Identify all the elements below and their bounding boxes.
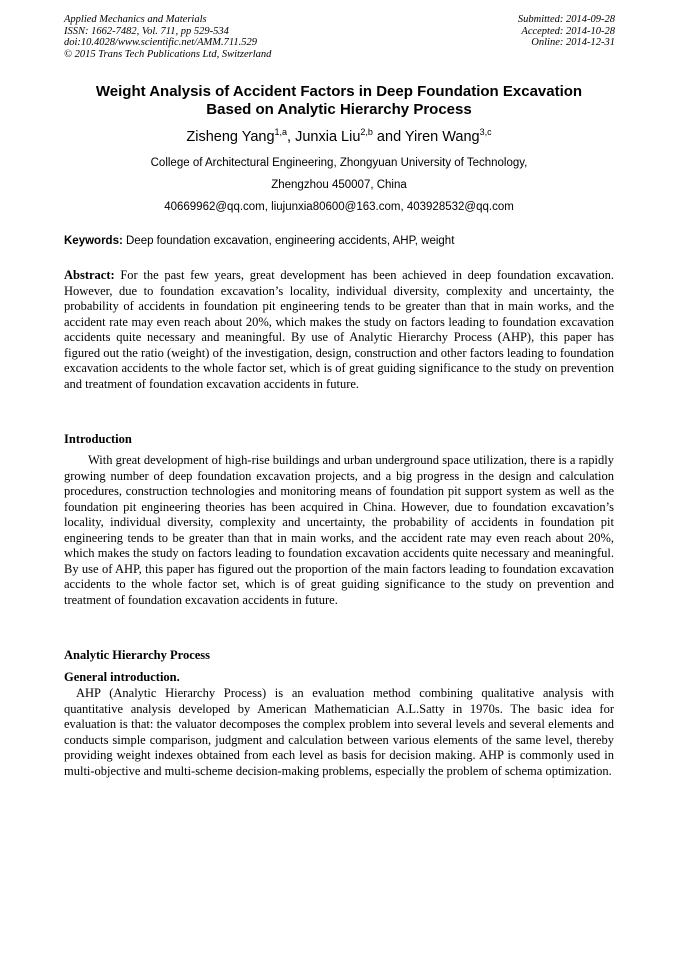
author-name: Zisheng Yang xyxy=(186,129,275,145)
keywords-text: Deep foundation excavation, engineering accidents, AHP, weight xyxy=(122,235,455,247)
author-name: Junxia Liu xyxy=(295,129,361,145)
author-affiliation-mark: 2,b xyxy=(360,127,373,137)
abstract-text: For the past few years, great development has been achieved in deep foundation excavation. However, due to foundation excavation’s locality, individual diversity, complexity and uncertainty, the probability of accidents in foundation pit engineering tends to be greater than that in main works, and the accident rate may even reach about 20%, which makes the study on factors leading to foundation excavation accidents quite necessary and meaningful. By use of Analytic Hierarchy Process (AHP), this paper has figured out the ratio (weight) of the investigation, design, construction and other factors leading to foundation excavation accidents to the whole factor set, which is of great guiding significance to the study on prevention and treatment of foundation excavation accidents in future. xyxy=(64,268,614,391)
paper-title xyxy=(64,83,614,119)
author-affiliation-mark: 1,a xyxy=(274,127,288,137)
author-separator: , xyxy=(287,129,296,145)
submitted-date: Submitted: 2014-09-28 xyxy=(517,14,615,25)
general-introduction-subheading: General introduction. xyxy=(64,670,180,684)
accepted-date: Accepted: 2014-10-28 xyxy=(521,25,615,37)
author-emails[interactable]: 40669962@qq.com, liujunxia80600@163.com, 403928532@qq.com xyxy=(164,201,514,213)
keywords-label: Keywords: xyxy=(64,235,123,247)
author-affiliation-mark: 3,c xyxy=(479,127,492,137)
publication-info xyxy=(64,14,364,60)
abstract-label: Abstract: xyxy=(64,268,115,282)
affiliation-line-1: College of Architectural Engineering, Zhongyuan University of Technology, xyxy=(150,157,528,169)
online-date: Online: 2014-12-31 xyxy=(531,37,615,48)
author-list xyxy=(64,128,614,146)
title-line-2: Based on Analytic Hierarchy Process xyxy=(206,101,472,118)
doi-link[interactable]: doi:10.4028/www.scientific.net/AMM.711.529 xyxy=(64,37,257,48)
author-separator: and xyxy=(372,129,405,145)
abstract-paragraph xyxy=(64,268,614,392)
title-line-1: Weight Analysis of Accident Factors in Deep Foundation Excavation xyxy=(95,83,583,100)
issn-info: ISSN: 1662-7482, Vol. 711, pp 529-534 xyxy=(64,25,229,37)
introduction-paragraph: With great development of high-rise buildings and urban underground space utilization, there is a rapidly growing number of deep foundation excavation projects, and a big progress in the design and calculation procedures, construction technologies and monitoring means of foundation pit support system as well as the foundation pit engineering theories has been acquired in China. However, due to foundation excavation’s locality, individual diversity, complexity and uncertainty, the probability of accidents in foundation pit engineering tends to be greater than that in main works, and the accident rate may even reach about 20%, which makes the study on factors leading to foundation excavation accidents quite necessary and meaningful. By use of AHP, this paper has figured out the proportion of the main factors leading to foundation excavation accidents to the whole factor set, which is of great guiding significance to the study on prevention and treatment of foundation excavation accidents in future. xyxy=(64,453,614,607)
author-name: Yiren Wang xyxy=(404,129,480,145)
copyright-notice: © 2015 Trans Tech Publications Ltd, Switzerland xyxy=(64,48,272,60)
affiliation-line-2: Zhengzhou 450007, China xyxy=(271,179,407,191)
introduction-heading: Introduction xyxy=(64,432,132,446)
journal-name: Applied Mechanics and Materials xyxy=(64,14,207,25)
general-introduction-paragraph: AHP (Analytic Hierarchy Process) is an evaluation method combining qualitative analysis with quantitative analysis developed by American Mathematician A.L.Satty in 1970s. The basic idea for evaluation is that: the valuator decomposes the complex problem into several levels and several elements and conducts simple comparison, judgment and calculation between various elements of the same level, thereby providing weight indexes obtained from each level as basis for decision making. AHP is commonly used in multi-objective and multi-scheme decision-making problems, especially the problem of schema optimization. xyxy=(64,686,614,778)
keywords-line xyxy=(64,234,616,248)
publication-dates xyxy=(415,14,615,49)
ahp-section-heading: Analytic Hierarchy Process xyxy=(64,648,211,662)
